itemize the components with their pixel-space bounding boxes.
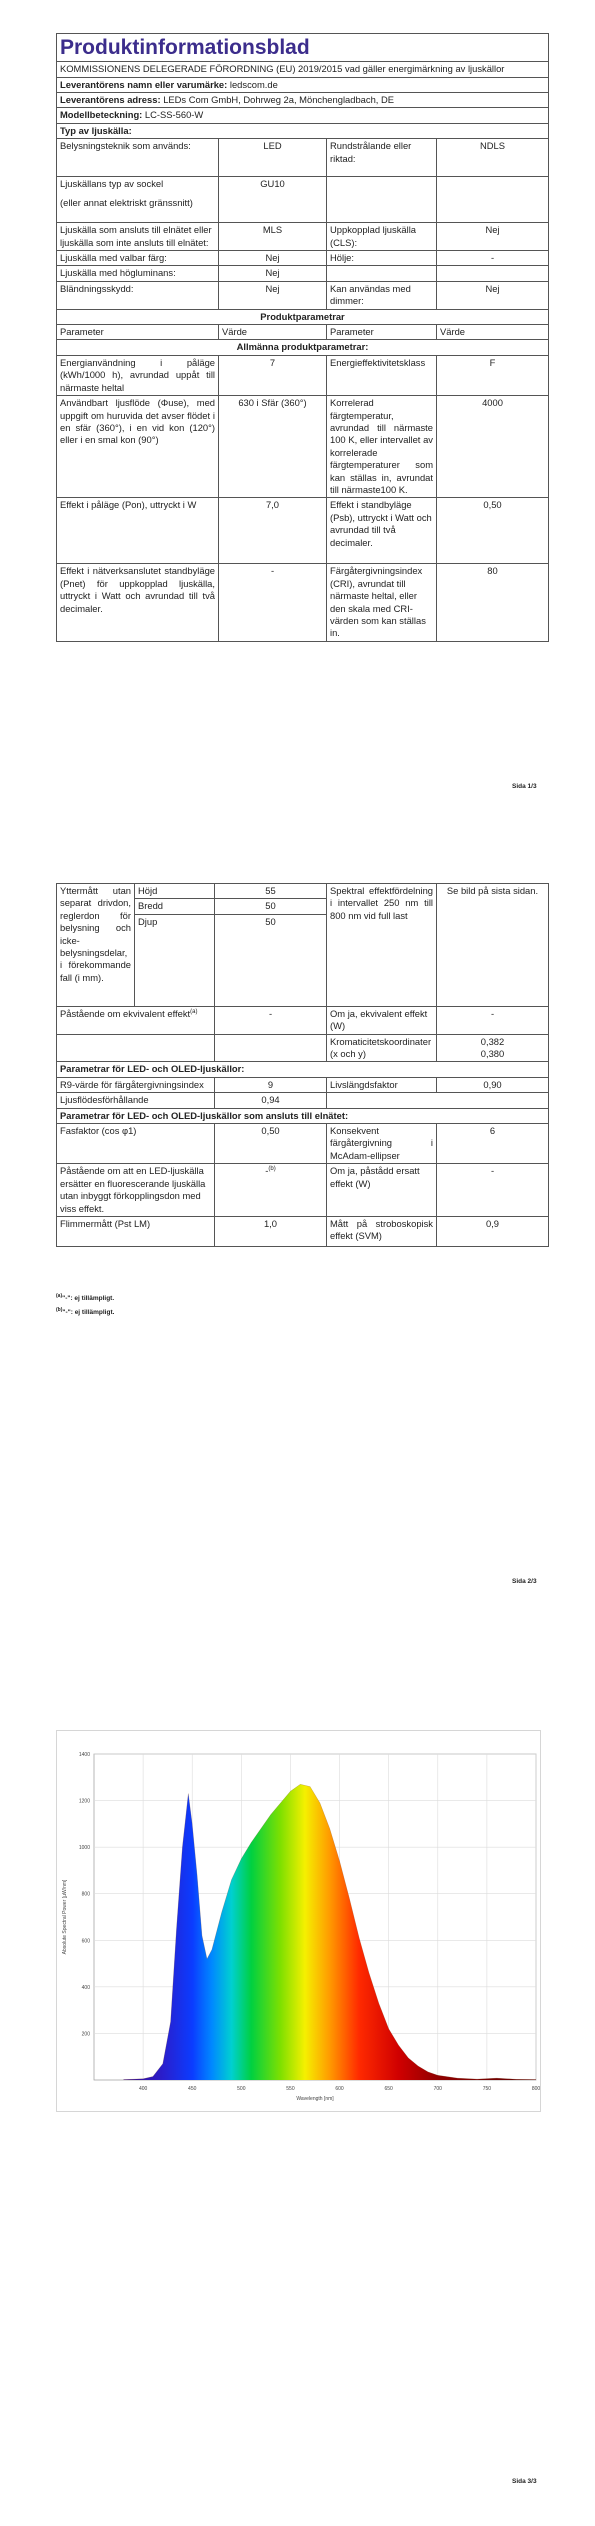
power-label: Effekt i påläge (Pon), uttryckt i W	[57, 498, 219, 564]
cons-value: 6	[437, 1124, 549, 1164]
envelope-value: -	[437, 251, 549, 266]
r9-label: R9-värde för färgåtergivningsindex	[57, 1077, 215, 1092]
eclass-label: Energieffektivitetsklass	[327, 355, 437, 395]
equivw-value: -	[437, 1006, 549, 1034]
equiv-value: -	[215, 1006, 327, 1034]
y-tick-label: 1000	[78, 1845, 90, 1852]
page-number-3: Sida 3/3	[512, 2478, 537, 2485]
page-1	[0, 0, 595, 830]
flicker-label: Flimmermått (Pst LM)	[57, 1216, 215, 1246]
cons-label: Konsekvent färgåtergivning i McAdam-ellipser	[327, 1124, 437, 1164]
page-number-2: Sida 2/3	[512, 1578, 537, 1585]
dim-value: Nej	[437, 281, 549, 309]
pf-value: 0,50	[215, 1124, 327, 1164]
cri-label: Färgåtergivningsindex (CRI), avrundat till närmaste heltal, eller den skala med CRI-värden som kan ställas in.	[327, 564, 437, 641]
netstandby-value: -	[219, 564, 327, 641]
footnote-a-mark: (a)	[56, 1293, 63, 1299]
equiv-sup: (a)	[190, 1008, 198, 1015]
colour-value: Nej	[219, 251, 327, 266]
x-tick-label: 750	[482, 2086, 492, 2092]
maint-value: 0,94	[215, 1093, 327, 1108]
spd-value: Se bild på sista sidan.	[437, 884, 549, 1007]
connected-value: Nej	[437, 223, 549, 251]
address-label: Leverantörens adress:	[60, 94, 161, 105]
x-tick-label: 800	[531, 2086, 541, 2092]
eclass-value: F	[437, 355, 549, 395]
x-tick-label: 500	[237, 2086, 246, 2092]
dims-label: Yttermått utan separat drivdon, reglerdon för belysning och icke-belysningsdelar, i förekommande fall (i mm).	[57, 884, 135, 1007]
energy-label: Energianvändning i påläge (kWh/1000 h), avrundad uppåt till närmaste heltal	[57, 355, 219, 395]
standby-label: Effekt i standbyläge (Psb), uttryckt i Watt och avrundad till två decimaler.	[327, 498, 437, 564]
y-tick-label: 1200	[78, 1798, 90, 1805]
footnote-b: $^{(b)}$"-": ej tillämpligt.	[56, 1306, 115, 1316]
chroma-x: 0,382	[480, 1035, 505, 1047]
address-row	[57, 93, 549, 108]
spd-label: Spektral effektfördelning i intervallet 250 nm till 800 nm vid full last	[327, 884, 437, 1007]
model-value: LC-SS-560-W	[144, 109, 204, 121]
cap-label: Ljuskällans typ av sockel	[60, 178, 164, 190]
col-value-2: Värde	[437, 325, 549, 340]
cap-value: GU10	[219, 177, 327, 223]
hl-value: Nej	[219, 266, 327, 281]
product-info-table	[56, 33, 549, 642]
product-info-table-2	[56, 883, 549, 1247]
regulation-text: KOMMISSIONENS DELEGERADE FÖRORDNING (EU) 2019/2015 vad gäller energimärkning av ljuskällor	[57, 62, 549, 77]
footnote-a: $^{(a)}$"-": ej tillämpligt.	[56, 1293, 115, 1303]
y-tick-label: 200	[81, 2031, 90, 2038]
x-tick-label: 450	[188, 2086, 197, 2092]
equiv-cell	[57, 1006, 215, 1034]
cct-value: 4000	[437, 396, 549, 498]
col-param-2: Parameter	[327, 325, 437, 340]
standby-value: 0,50	[437, 498, 549, 564]
general-heading: Allmänna produktparametrar:	[57, 340, 549, 355]
svm-value: 0,9	[437, 1216, 549, 1246]
depth-value: 50	[215, 914, 327, 1006]
netstandby-label: Effekt i nätverksanslutet standbyläge (Pnet) för uppkopplad ljuskälla, uttryckt i Watt och avrundad till två decimaler.	[57, 564, 219, 641]
x-axis-label: Wavelength [nm]	[296, 2096, 334, 2102]
maint-label: Ljusflödesförhållande	[57, 1093, 215, 1108]
footnote-b-mark: (b)	[56, 1306, 63, 1313]
flicker-value: 1,0	[215, 1216, 327, 1246]
width-label: Bredd	[135, 899, 215, 914]
col-param-1: Parameter	[57, 325, 219, 340]
supplier-row	[57, 77, 549, 92]
y-tick-label: 800	[81, 1891, 90, 1898]
dim-label: Kan användas med dimmer:	[327, 281, 437, 309]
flux-value: 630 i Sfär (360°)	[219, 396, 327, 498]
cap-note: (eller annat elektriskt gränssnitt)	[60, 196, 193, 208]
connected-label: Uppkopplad ljuskälla (CLS):	[327, 223, 437, 251]
replace-value: -	[265, 1165, 269, 1177]
pf-label: Fasfaktor (cos φ1)	[57, 1124, 215, 1164]
cap-cell	[57, 177, 219, 223]
chroma-label: Kromaticitetskoordinater (x och y)	[327, 1034, 437, 1062]
width-value: 50	[215, 899, 327, 914]
x-tick-label: 550	[286, 2086, 295, 2092]
chroma-values	[437, 1034, 549, 1062]
r9-value: 9	[215, 1077, 327, 1092]
supplier-label: Leverantörens namn eller varumärke:	[60, 78, 228, 90]
tech-value: LED	[219, 139, 327, 177]
flux-label: Användbart ljusflöde (Φuse), med uppgift om huruvida det avser flödet i en sfär (360°), i en vid kon (120°) eller i en smal kon (90°)	[57, 396, 219, 498]
page-title: Produktinformationsblad	[57, 34, 549, 62]
x-tick-label: 650	[384, 2086, 393, 2092]
page-number-1: Sida 1/3	[512, 783, 537, 790]
envelope-label: Hölje:	[327, 251, 437, 266]
hl-label: Ljuskälla med högluminans:	[57, 266, 219, 281]
x-tick-label: 700	[433, 2086, 442, 2092]
svm-label: Mått på stroboskopisk effekt (SVM)	[327, 1216, 437, 1246]
height-value: 55	[215, 884, 327, 899]
glare-value: Nej	[219, 281, 327, 309]
mains-value: MLS	[219, 223, 327, 251]
y-tick-label: 600	[81, 1938, 90, 1945]
glare-label: Bländningsskydd:	[57, 281, 219, 309]
chroma-y: 0,380	[480, 1048, 505, 1060]
led-heading: Parametrar för LED- och OLED-ljuskällor:	[57, 1062, 549, 1077]
address-value: LEDs Com GmbH, Dohrweg 2a, Mönchengladbach, DE	[163, 94, 395, 105]
supplier-value: ledscom.de	[229, 78, 278, 90]
cct-label: Korrelerad färgtemperatur, avrundad till närmaste 100 K, eller intervallet av korrelerade färgtemperaturer som kan ställas in, avrundat till närmaste100 K.	[327, 396, 437, 498]
colour-label: Ljuskälla med valbar färg:	[57, 251, 219, 266]
tech-label: Belysningsteknik som används:	[57, 139, 219, 177]
spectrum-chart	[56, 1730, 541, 2112]
survival-value: 0,90	[437, 1077, 549, 1092]
col-value-1: Värde	[219, 325, 327, 340]
params-heading: Produktparametrar	[57, 309, 549, 324]
y-tick-label: 1400	[78, 1752, 90, 1758]
equivw-label: Om ja, ekvivalent effekt (W)	[327, 1006, 437, 1034]
model-row	[57, 108, 549, 123]
cri-value: 80	[437, 564, 549, 641]
energy-value: 7	[219, 355, 327, 395]
survival-label: Livslängdsfaktor	[327, 1077, 437, 1092]
replace-label: Påstående om att en LED-ljuskälla ersätter en fluorescerande ljuskälla utan inbyggt förkopplingsdon med viss effekt.	[57, 1164, 215, 1217]
height-label: Höjd	[135, 884, 215, 899]
replace-sup: (b)	[268, 1166, 276, 1173]
x-tick-label: 400	[138, 2086, 148, 2092]
nondir-label: Rundstrålande eller riktad:	[327, 139, 437, 177]
model-label: Modellbeteckning:	[60, 109, 143, 121]
replace-cell	[215, 1164, 327, 1217]
equiv-label: Påstående om ekvivalent effekt	[60, 1007, 191, 1019]
replacew-value: -	[437, 1164, 549, 1217]
y-axis-label: Absolute Spectral Power [µW/nm]	[62, 1879, 68, 1955]
spectrum-svg	[56, 1730, 541, 2112]
type-heading: Typ av ljuskälla:	[57, 123, 549, 138]
footnotes	[56, 1292, 114, 1319]
nondir-value: NDLS	[437, 139, 549, 177]
ledmains-heading: Parametrar för LED- och OLED-ljuskällor som ansluts till elnätet:	[57, 1108, 549, 1123]
mains-label: Ljuskälla som ansluts till elnätet eller ljuskälla som inte ansluts till elnätet:	[57, 223, 219, 251]
depth-label: Djup	[135, 914, 215, 1006]
x-tick-label: 600	[335, 2086, 344, 2092]
y-tick-label: 400	[81, 1984, 90, 1991]
power-value: 7,0	[219, 498, 327, 564]
replacew-label: Om ja, påstådd ersatt effekt (W)	[327, 1164, 437, 1217]
page-2	[0, 830, 595, 1660]
